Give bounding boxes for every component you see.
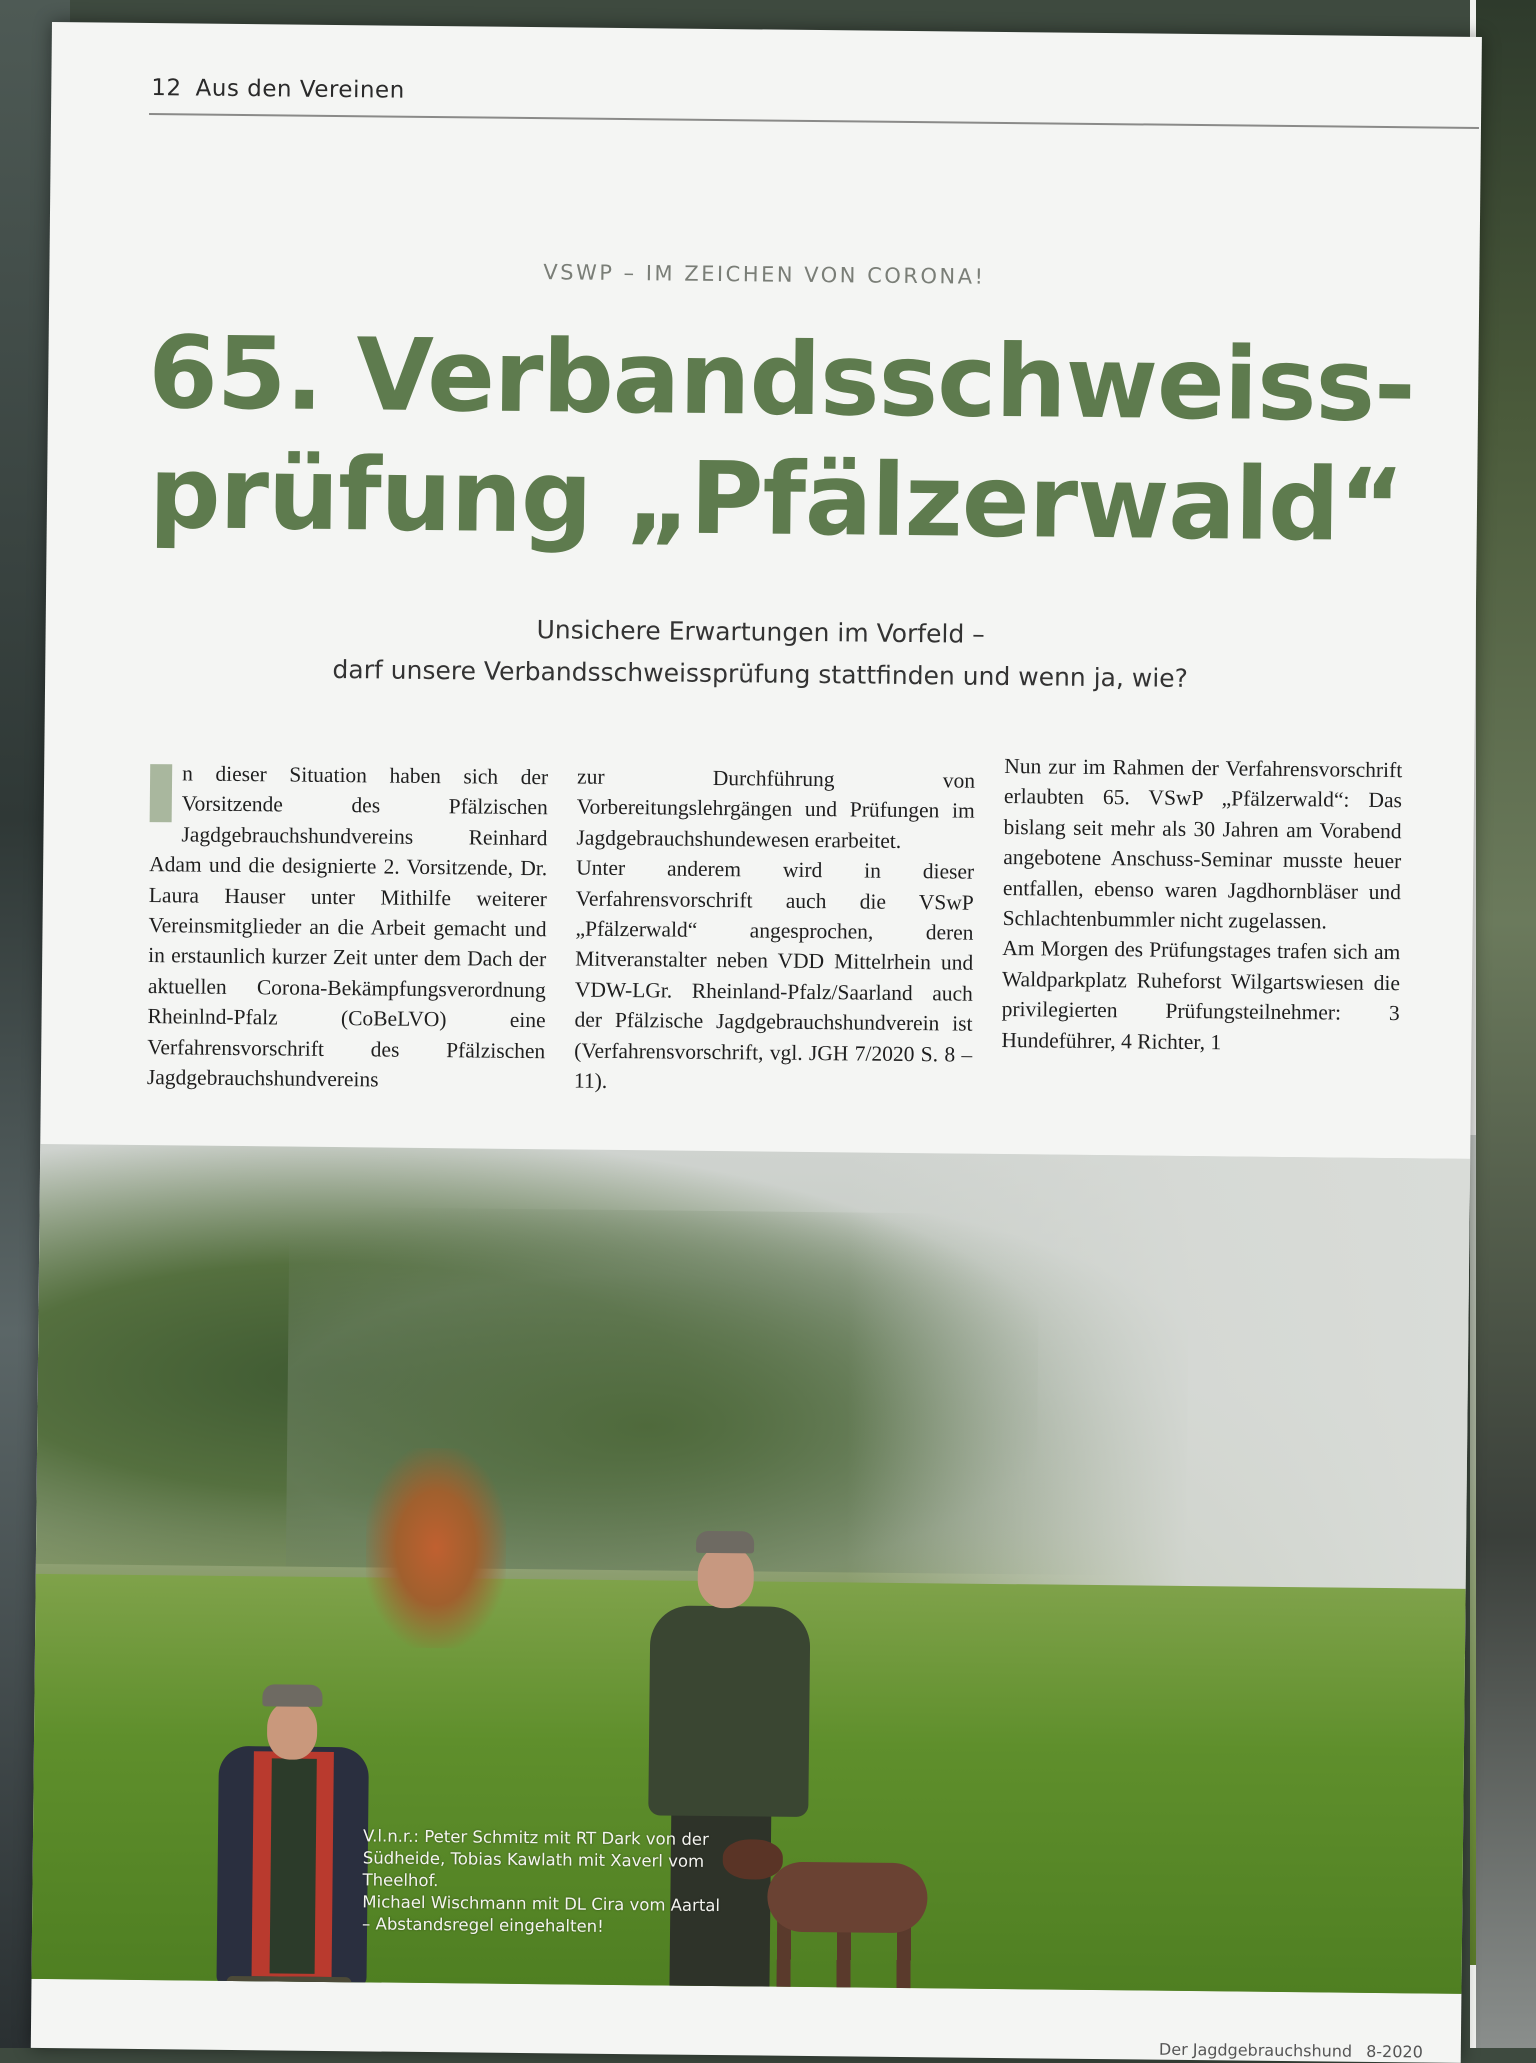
text-column-1 bbox=[147, 758, 548, 1097]
magazine-page bbox=[31, 22, 1482, 2063]
section-name: Aus den Vereinen bbox=[195, 75, 405, 104]
title-line-1: 65. Verbandsschweiss- bbox=[147, 314, 1416, 445]
article-subtitle bbox=[45, 604, 1476, 703]
column-1-paragraph: n dieser Situation haben sich der Vorsitzende des Pfälzischen Jagdgebrauchshundvereins Reinhard Adam und die designierte 2. Vorsitzende, Dr. Laura Hauser unter Mithilfe weiterer Vereinsmitglieder an die Arbeit gemacht und in erstaunlich kurzer Zeit unter dem Dach der aktuellen Corona-Bekämpfungsverordnung Rheinlnd-Pfalz (CoBeLVO) eine Verfahrensvorschrift des Pfälzischen Jagdgebrauchshundvereins bbox=[146, 761, 549, 1092]
article-photo bbox=[32, 1144, 1471, 1994]
pointer-dog-head bbox=[723, 1839, 783, 1880]
person-right-jacket bbox=[648, 1605, 810, 1817]
person-right-cap bbox=[696, 1531, 754, 1554]
person-left-shirt bbox=[270, 1758, 317, 1973]
person-left-head bbox=[267, 1701, 318, 1760]
running-head bbox=[151, 75, 405, 104]
title-line-2: prüfung „Pfälzerwald“ bbox=[148, 434, 1405, 565]
drop-cap-marker bbox=[150, 764, 173, 822]
text-column-2 bbox=[574, 762, 975, 1101]
column-2-paragraph-2: Unter anderem wird in dieser Verfahrensvorschrift auch die VSwP „Pfälzerwald“ angesprochen, deren Mitveranstalter neben VDD Mittelrhein und VDW-LGr. Rheinland-Pfalz/Saarland auch der Pfälzische Jagdgebrauchshundverein ist (Verfahrensvorschrift, vgl. JGH 7/2020 S. 8 –11). bbox=[573, 855, 975, 1093]
subtitle-line-2: darf unsere Verbandsschweissprüfung stattfinden und wenn ja, wie? bbox=[332, 654, 1189, 693]
subtitle-line-1: Unsichere Erwartungen im Vorfeld – bbox=[536, 615, 985, 649]
column-2-paragraph-1: zur Durchführung von Vorbereitungslehrgängen und Prüfungen im Jagdgebrauchshundewesen erarbeitet. bbox=[576, 764, 976, 853]
column-3-paragraph-1: Nun zur im Rahmen der Verfahrensvorschrift erlaubten 65. VSwP „Pfälzerwald“: Das bislang seit mehr als 30 Jahren am Vorabend angebotene Anschuss-Seminar musste heuer entfallen, ebenso waren Jagdhornbläser und Schlachtenbummler nicht zugelassen. bbox=[1002, 754, 1403, 934]
photo-caption bbox=[362, 1825, 723, 1939]
article-kicker: VSWP – IM ZEICHEN VON CORONA! bbox=[543, 260, 986, 289]
person-left-cap bbox=[262, 1684, 322, 1707]
person-right-head bbox=[697, 1546, 754, 1609]
column-3-paragraph-2: Am Morgen des Prüfungstages trafen sich am Waldparkplatz Ruheforst Wilgartswiesen die privilegierten Prüfungsteilnehmer: 3 Hundeführer, 4 Richter, 1 bbox=[1001, 936, 1401, 1054]
header-rule bbox=[149, 113, 1479, 129]
photo-autumn-bush bbox=[365, 1447, 507, 1648]
magazine-name: Der Jagdgebrauchshund bbox=[1158, 2039, 1353, 2061]
page-footer bbox=[1159, 2040, 1423, 2062]
caption-line-1: V.l.n.r.: Peter Schmitz mit RT Dark von der Südheide, Tobias Kawlath mit Xaverl vom Theelhof. bbox=[362, 1826, 709, 1891]
pointer-dog-body bbox=[767, 1862, 928, 1934]
article-title bbox=[142, 313, 1474, 567]
caption-line-2: Michael Wischmann mit DL Cira vom Aartal – Abstandsregel eingehalten! bbox=[362, 1892, 721, 1936]
text-column-3 bbox=[1001, 751, 1402, 1059]
issue-number: 8-2020 bbox=[1366, 2041, 1423, 2062]
page-number: 12 bbox=[151, 75, 182, 102]
background-right bbox=[1476, 0, 1536, 2048]
person-left-legs bbox=[225, 1976, 352, 1994]
